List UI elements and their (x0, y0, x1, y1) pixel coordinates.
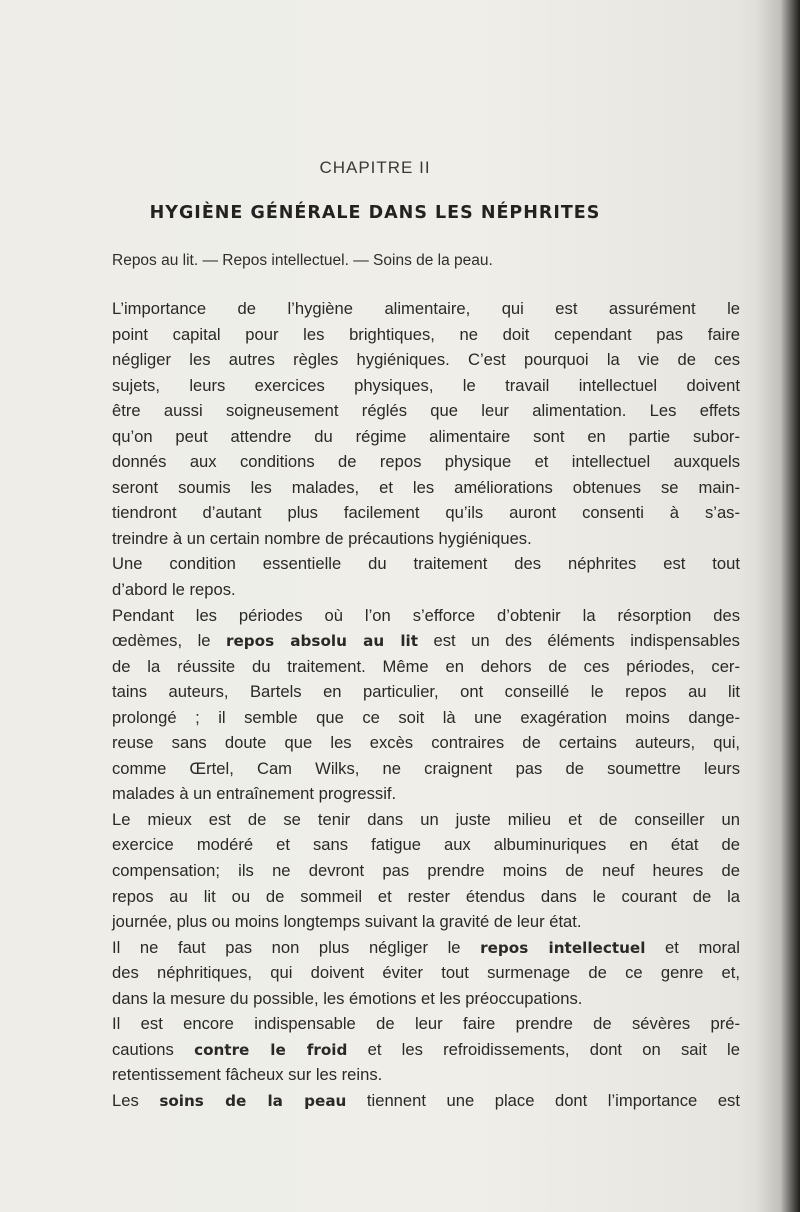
text-line: donnés aux conditions de repos physique et intellectuel auxquels (112, 452, 740, 472)
text-line: seront soumis les malades, et les améliorations obtenues se main- (112, 477, 740, 497)
text-line (112, 935, 740, 961)
emphasis-repos-intellectuel: repos intellectuel (480, 938, 646, 957)
emphasis-soins-de-la-peau: soins de la peau (159, 1091, 347, 1110)
text-run: et moral (665, 937, 740, 957)
text-line: Pendant les périodes où l’on s’efforce d’obtenir la résorption des (112, 605, 740, 625)
text-line: Le mieux est de se tenir dans un juste milieu et de conseiller un (112, 809, 740, 829)
text-line: compensation; ils ne devront pas prendre moins de neuf heures de (112, 861, 740, 881)
text-run: Il ne faut pas non plus négliger le (112, 937, 461, 957)
text-line: malades à un entraînement progressif. (112, 784, 397, 804)
text-line: être aussi soigneusement réglés que leur alimentation. Les effets (112, 401, 740, 421)
text-line: journée, plus ou moins longtemps suivant la gravité de leur état. (112, 912, 582, 932)
page-edge-shadow (756, 0, 800, 1212)
text-run: et les refroidissements, dont on sait le (367, 1039, 740, 1059)
text-line: exercice modéré et sans fatigue aux albuminuriques en état de (112, 835, 740, 855)
text-run: Les (112, 1090, 139, 1110)
emphasis-repos-absolu: repos absolu au lit (226, 632, 419, 651)
text-line: Il est encore indispensable de leur faire prendre de sévères pré- (112, 1014, 740, 1034)
chapter-heading: CHAPITRE II (319, 158, 431, 177)
text-line (112, 1088, 740, 1114)
text-line: retentissement fâcheux sur les reins. (112, 1065, 383, 1085)
chapter-summary: Repos au lit. — Repos intellectuel. — Soins de la peau. (112, 252, 493, 269)
text-line (112, 1037, 740, 1063)
emphasis-contre-le-froid: contre le froid (194, 1040, 348, 1059)
text-run: œdèmes, le (112, 631, 211, 651)
chapter-title: HYGIÈNE GÉNÉRALE DANS LES NÉPHRITES (149, 203, 601, 223)
text-line: reuse sans doute que les excès contraires de certains auteurs, qui, (112, 733, 740, 753)
text-line (112, 628, 740, 654)
text-line: tiendront d’autant plus facilement qu’ils auront consenti à s’as- (112, 503, 740, 523)
text-run: cautions (112, 1039, 174, 1059)
text-line: comme Œrtel, Cam Wilks, ne craignent pas de soumettre leurs (112, 758, 740, 778)
text-line: des néphritiques, qui doivent éviter tout surmenage de ce genre et, (112, 963, 740, 983)
text-line: sujets, leurs exercices physiques, le travail intellectuel doivent (112, 375, 740, 395)
text-line: dans la mesure du possible, les émotions et les préoccupations. (112, 988, 583, 1008)
text-line: qu’on peut attendre du régime alimentaire sont en partie subor- (112, 426, 740, 446)
text-line: de la réussite du traitement. Même en dehors de ces périodes, cer- (112, 656, 740, 676)
text-line: point capital pour les brightiques, ne doit cependant pas faire (112, 324, 740, 344)
text-line: négliger les autres règles hygiéniques. C’est pourquoi la vie de ces (112, 350, 740, 370)
text-line: L’importance de l’hygiène alimentaire, qui est assurément le (112, 299, 740, 318)
text-line: prolongé ; il semble que ce soit là une exagération moins dange- (112, 707, 740, 727)
text-run: est un des éléments indispensables (433, 631, 740, 651)
text-line: tains auteurs, Bartels en particulier, ont conseillé le repos au lit (112, 682, 740, 702)
text-run: tiennent une place dont l’importance est (366, 1090, 740, 1110)
body-text (112, 296, 740, 1114)
text-line: Une condition essentielle du traitement des néphrites est tout (112, 554, 740, 574)
text-line: repos au lit ou de sommeil et rester étendus dans le courant de la (112, 886, 740, 906)
text-line: treindre à un certain nombre de précautions hygiéniques. (112, 528, 532, 548)
text-line: d’abord le repos. (112, 580, 236, 600)
